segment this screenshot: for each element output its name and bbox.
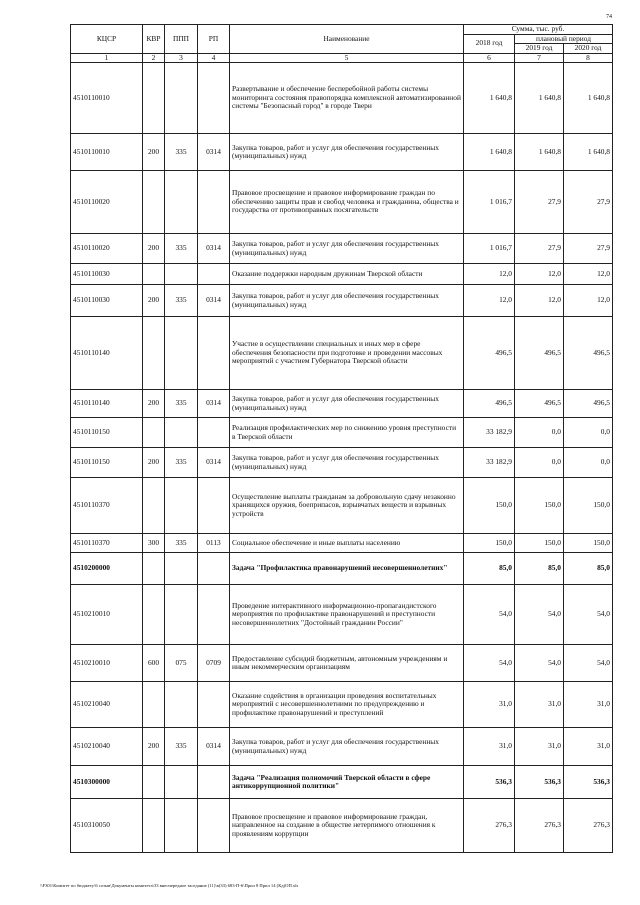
amount-2020: 1 640,8	[564, 63, 613, 134]
amount-2018: 150,0	[464, 478, 515, 534]
name-cell: Предоставление субсидий бюджетным, автономным учреждениям и иным некоммерческим организациям	[230, 645, 464, 682]
table-row	[71, 418, 613, 448]
amount-2019: 276,3	[515, 799, 564, 853]
amount-2019: 496,5	[515, 317, 564, 390]
kvr-cell: 200	[143, 390, 165, 418]
ppp-cell: 335	[165, 134, 198, 171]
table-row	[71, 766, 613, 799]
rp-cell	[198, 418, 230, 448]
amount-2020: 12,0	[564, 285, 613, 317]
kcsr-cell: 4510110150	[71, 418, 143, 448]
kcsr-cell: 4510210010	[71, 585, 143, 645]
amount-2018: 33 182,9	[464, 448, 515, 478]
header-planned-period: плановый период	[515, 34, 613, 44]
amount-2018: 276,3	[464, 799, 515, 853]
header-kvr: КВР	[143, 25, 165, 54]
ppp-cell: 335	[165, 534, 198, 553]
ppp-cell	[165, 766, 198, 799]
ppp-cell: 335	[165, 285, 198, 317]
kcsr-cell: 4510110010	[71, 63, 143, 134]
table-row	[71, 534, 613, 553]
ppp-cell	[165, 171, 198, 234]
ppp-cell	[165, 585, 198, 645]
amount-2018: 496,5	[464, 390, 515, 418]
amount-2018: 31,0	[464, 728, 515, 766]
col-num-4: 4	[198, 53, 230, 63]
file-path-footer: \\F301\Комитет по бюджету\6 созыв\Документы комитета\33 внеочередное заседание (11)\в(33) 683-П-6\Прил 8 Прил 14 (Кд)ОП.xls	[40, 883, 299, 888]
table-row	[71, 553, 613, 585]
header-name: Наименование	[230, 25, 464, 54]
col-num-6: 6	[464, 53, 515, 63]
rp-cell	[198, 317, 230, 390]
name-cell: Закупка товаров, работ и услуг для обеспечения государственных (муниципальных) нужд	[230, 448, 464, 478]
amount-2018: 150,0	[464, 534, 515, 553]
name-cell: Участие в осуществлении специальных и иных мер в сфере обеспечения безопасности при подготовке и проведении массовых мероприятий с участием Губернатора Тверской области	[230, 317, 464, 390]
ppp-cell: 335	[165, 234, 198, 264]
amount-2020: 276,3	[564, 799, 613, 853]
table-row	[71, 171, 613, 234]
table-row	[71, 585, 613, 645]
col-num-2: 2	[143, 53, 165, 63]
col-num-1: 1	[71, 53, 143, 63]
amount-2018: 1 640,8	[464, 63, 515, 134]
name-cell: Правовое просвещение и правовое информирование граждан по обеспечению защиты прав и свобод человека и гражданина, общества и государства от противоправных посягательств	[230, 171, 464, 234]
amount-2019: 150,0	[515, 534, 564, 553]
kcsr-cell: 4510110030	[71, 264, 143, 285]
kcsr-cell: 4510110030	[71, 285, 143, 317]
kvr-cell	[143, 766, 165, 799]
kcsr-cell: 4510210010	[71, 645, 143, 682]
amount-2019: 12,0	[515, 264, 564, 285]
ppp-cell	[165, 478, 198, 534]
table-row	[71, 285, 613, 317]
col-num-3: 3	[165, 53, 198, 63]
budget-table	[70, 24, 613, 853]
rp-cell	[198, 553, 230, 585]
kcsr-cell: 4510300000	[71, 766, 143, 799]
amount-2019: 54,0	[515, 585, 564, 645]
amount-2018: 536,3	[464, 766, 515, 799]
amount-2018: 31,0	[464, 682, 515, 728]
ppp-cell	[165, 63, 198, 134]
rp-cell: 0709	[198, 645, 230, 682]
kcsr-cell: 4510110140	[71, 317, 143, 390]
amount-2020: 85,0	[564, 553, 613, 585]
ppp-cell: 335	[165, 448, 198, 478]
amount-2018: 12,0	[464, 285, 515, 317]
name-cell: Закупка товаров, работ и услуг для обеспечения государственных (муниципальных) нужд	[230, 285, 464, 317]
amount-2019: 0,0	[515, 418, 564, 448]
amount-2018: 33 182,9	[464, 418, 515, 448]
col-num-5: 5	[230, 53, 464, 63]
kcsr-cell: 4510110150	[71, 448, 143, 478]
header-rp: РП	[198, 25, 230, 54]
amount-2018: 54,0	[464, 585, 515, 645]
name-cell: Правовое просвещение и правовое информирование граждан, направленное на создание в обществе нетерпимого отношения к проявлениям коррупции	[230, 799, 464, 853]
amount-2018: 1 016,7	[464, 234, 515, 264]
name-cell: Закупка товаров, работ и услуг для обеспечения государственных (муниципальных) нужд	[230, 234, 464, 264]
kcsr-cell: 4510210040	[71, 682, 143, 728]
amount-2020: 150,0	[564, 478, 613, 534]
rp-cell: 0314	[198, 728, 230, 766]
amount-2020: 496,5	[564, 390, 613, 418]
amount-2020: 0,0	[564, 448, 613, 478]
kcsr-cell: 4510210040	[71, 728, 143, 766]
kvr-cell: 200	[143, 448, 165, 478]
table-row	[71, 682, 613, 728]
amount-2018: 1 640,8	[464, 134, 515, 171]
amount-2019: 536,3	[515, 766, 564, 799]
amount-2019: 54,0	[515, 645, 564, 682]
amount-2019: 31,0	[515, 682, 564, 728]
rp-cell: 0314	[198, 285, 230, 317]
rp-cell	[198, 63, 230, 134]
page-number: 74	[606, 14, 612, 20]
kcsr-cell: 4510110140	[71, 390, 143, 418]
amount-2020: 496,5	[564, 317, 613, 390]
amount-2019: 150,0	[515, 478, 564, 534]
rp-cell: 0314	[198, 448, 230, 478]
rp-cell	[198, 682, 230, 728]
ppp-cell	[165, 799, 198, 853]
amount-2019: 31,0	[515, 728, 564, 766]
header-2018: 2018 год	[464, 34, 515, 53]
amount-2020: 31,0	[564, 682, 613, 728]
kvr-cell	[143, 682, 165, 728]
rp-cell: 0314	[198, 390, 230, 418]
amount-2018: 54,0	[464, 645, 515, 682]
table-row	[71, 478, 613, 534]
rp-cell	[198, 766, 230, 799]
rp-cell: 0113	[198, 534, 230, 553]
table-row	[71, 448, 613, 478]
amount-2020: 27,9	[564, 171, 613, 234]
kvr-cell: 200	[143, 728, 165, 766]
amount-2019: 27,9	[515, 234, 564, 264]
header-2019: 2019 год	[515, 44, 564, 54]
header-ppp: ППП	[165, 25, 198, 54]
rp-cell	[198, 585, 230, 645]
amount-2019: 1 640,8	[515, 134, 564, 171]
kvr-cell	[143, 317, 165, 390]
amount-2020: 536,3	[564, 766, 613, 799]
amount-2018: 1 016,7	[464, 171, 515, 234]
kvr-cell	[143, 171, 165, 234]
amount-2020: 54,0	[564, 585, 613, 645]
name-cell: Закупка товаров, работ и услуг для обеспечения государственных (муниципальных) нужд	[230, 728, 464, 766]
amount-2019: 0,0	[515, 448, 564, 478]
kvr-cell: 200	[143, 134, 165, 171]
name-cell: Реализация профилактических мер по снижению уровня преступности в Тверской области	[230, 418, 464, 448]
header-sum: Сумма, тыс. руб.	[464, 25, 613, 35]
name-cell: Развертывание и обеспечение бесперебойной работы системы мониторинга состояния правопорядка комплексной автоматизированной системы "Безопасный город" в городе Твери	[230, 63, 464, 134]
col-num-7: 7	[515, 53, 564, 63]
rp-cell: 0314	[198, 134, 230, 171]
amount-2020: 12,0	[564, 264, 613, 285]
kcsr-cell: 4510110010	[71, 134, 143, 171]
amount-2018: 85,0	[464, 553, 515, 585]
amount-2020: 150,0	[564, 534, 613, 553]
ppp-cell	[165, 264, 198, 285]
amount-2020: 1 640,8	[564, 134, 613, 171]
name-cell: Закупка товаров, работ и услуг для обеспечения государственных (муниципальных) нужд	[230, 390, 464, 418]
table-row	[71, 264, 613, 285]
rp-cell	[198, 799, 230, 853]
kvr-cell: 200	[143, 234, 165, 264]
kvr-cell	[143, 63, 165, 134]
name-cell: Социальное обеспечение и иные выплаты населению	[230, 534, 464, 553]
kvr-cell: 600	[143, 645, 165, 682]
table-row	[71, 234, 613, 264]
rp-cell	[198, 264, 230, 285]
amount-2019: 496,5	[515, 390, 564, 418]
kvr-cell: 300	[143, 534, 165, 553]
kvr-cell	[143, 418, 165, 448]
amount-2019: 85,0	[515, 553, 564, 585]
kcsr-cell: 4510110020	[71, 171, 143, 234]
amount-2018: 496,5	[464, 317, 515, 390]
ppp-cell: 335	[165, 390, 198, 418]
header-2020: 2020 год	[564, 44, 613, 54]
table-row	[71, 134, 613, 171]
ppp-cell	[165, 418, 198, 448]
name-cell: Задача "Профилактика правонарушений несовершеннолетних"	[230, 553, 464, 585]
amount-2020: 54,0	[564, 645, 613, 682]
ppp-cell: 075	[165, 645, 198, 682]
kvr-cell	[143, 478, 165, 534]
amount-2020: 31,0	[564, 728, 613, 766]
name-cell: Осуществление выплаты гражданам за добровольную сдачу незаконно хранящихся оружия, боеприпасов, взрывчатых веществ и взрывных устройств	[230, 478, 464, 534]
table-row	[71, 390, 613, 418]
ppp-cell	[165, 682, 198, 728]
kvr-cell: 200	[143, 285, 165, 317]
amount-2018: 12,0	[464, 264, 515, 285]
rp-cell	[198, 478, 230, 534]
amount-2020: 0,0	[564, 418, 613, 448]
name-cell: Оказание содействия в организации проведения воспитательных мероприятий с несовершеннолетними по предупреждению и профилактике правонарушений и преступлений	[230, 682, 464, 728]
kvr-cell	[143, 585, 165, 645]
ppp-cell: 335	[165, 728, 198, 766]
amount-2019: 12,0	[515, 285, 564, 317]
name-cell: Проведение интерактивного информационно-пропагандистского мероприятия по профилактике правонарушений и преступности несовершеннолетних "Достойный гражданин России"	[230, 585, 464, 645]
ppp-cell	[165, 317, 198, 390]
kcsr-cell: 4510110370	[71, 478, 143, 534]
header-kcsr: КЦСР	[71, 25, 143, 54]
amount-2019: 27,9	[515, 171, 564, 234]
name-cell: Закупка товаров, работ и услуг для обеспечения государственных (муниципальных) нужд	[230, 134, 464, 171]
kvr-cell	[143, 799, 165, 853]
table-row	[71, 63, 613, 134]
kcsr-cell: 4510110370	[71, 534, 143, 553]
table-row	[71, 645, 613, 682]
kcsr-cell: 4510310050	[71, 799, 143, 853]
rp-cell	[198, 171, 230, 234]
table-row	[71, 799, 613, 853]
col-num-8: 8	[564, 53, 613, 63]
name-cell: Оказание поддержки народным дружинам Тверской области	[230, 264, 464, 285]
rp-cell: 0314	[198, 234, 230, 264]
kvr-cell	[143, 264, 165, 285]
amount-2020: 27,9	[564, 234, 613, 264]
amount-2019: 1 640,8	[515, 63, 564, 134]
table-row	[71, 317, 613, 390]
ppp-cell	[165, 553, 198, 585]
kvr-cell	[143, 553, 165, 585]
name-cell: Задача "Реализация полномочий Тверской области в сфере антикоррупционной политики"	[230, 766, 464, 799]
table-row	[71, 728, 613, 766]
kcsr-cell: 4510110020	[71, 234, 143, 264]
kcsr-cell: 4510200000	[71, 553, 143, 585]
